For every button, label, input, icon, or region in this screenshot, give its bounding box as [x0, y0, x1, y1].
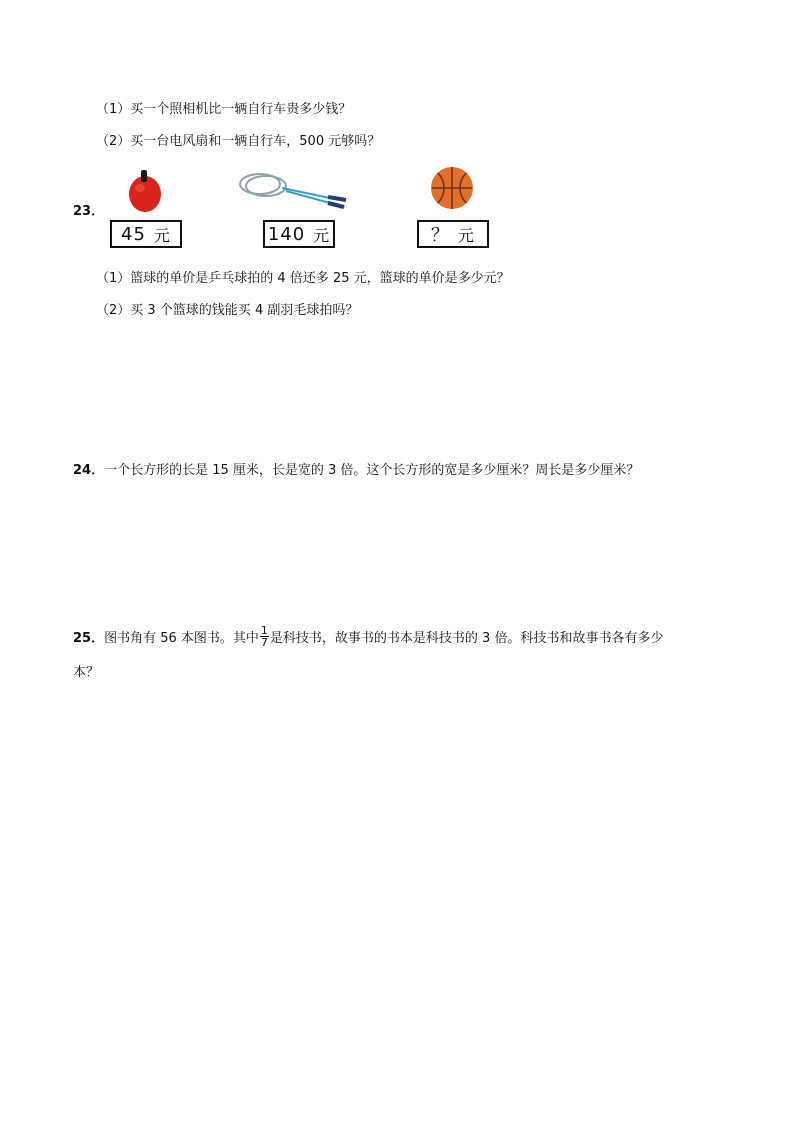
fraction-denominator: 7 — [260, 636, 268, 649]
q24-text: 一个长方形的长是 15 厘米，长是宽的 3 倍。这个长方形的宽是多少厘米？周长是多少厘米？ — [104, 463, 640, 478]
q25-continuation: 本？ — [73, 665, 100, 680]
price-value: 140 — [267, 223, 306, 245]
q23-sub1: （1）篮球的单价是乒乓球拍的 4 倍还多 25 元，篮球的单价是多少元？ — [96, 271, 510, 286]
price-unit: 元 — [153, 225, 171, 245]
price-value: ？ — [430, 225, 450, 246]
q22-sub1: （1）买一个照相机比一辆自行车贵多少钱？ — [96, 102, 352, 117]
basketball-icon — [430, 166, 474, 210]
q23-sub2: （2）买 3 个篮球的钱能买 4 副羽毛球拍吗？ — [96, 303, 359, 318]
q23-number: 23． — [73, 204, 105, 219]
price-value: 45 — [121, 223, 146, 245]
price-box-paddle — [110, 220, 182, 248]
price-box-basketball — [417, 220, 489, 248]
q25-text-a: 图书角有 56 本图书。其中 — [104, 631, 259, 646]
q25-fraction — [260, 625, 269, 648]
q22-sub2: （2）买一台电风扇和一辆自行车，500 元够吗？ — [96, 134, 381, 149]
fraction-numerator: 1 — [260, 624, 268, 637]
price-box-rackets — [263, 220, 335, 248]
q24 — [73, 463, 639, 479]
q25-number: 25． — [73, 631, 105, 646]
ping-pong-paddle-icon — [128, 170, 164, 214]
q24-number: 24． — [73, 463, 105, 478]
price-unit: 元 — [313, 225, 331, 245]
badminton-rackets-icon — [238, 170, 350, 214]
q25 — [73, 624, 664, 650]
price-unit: 元 — [457, 225, 475, 245]
q25-text-b: 是科技书，故事书的书本是科技书的 3 倍。科技书和故事书各有多少 — [269, 631, 664, 646]
